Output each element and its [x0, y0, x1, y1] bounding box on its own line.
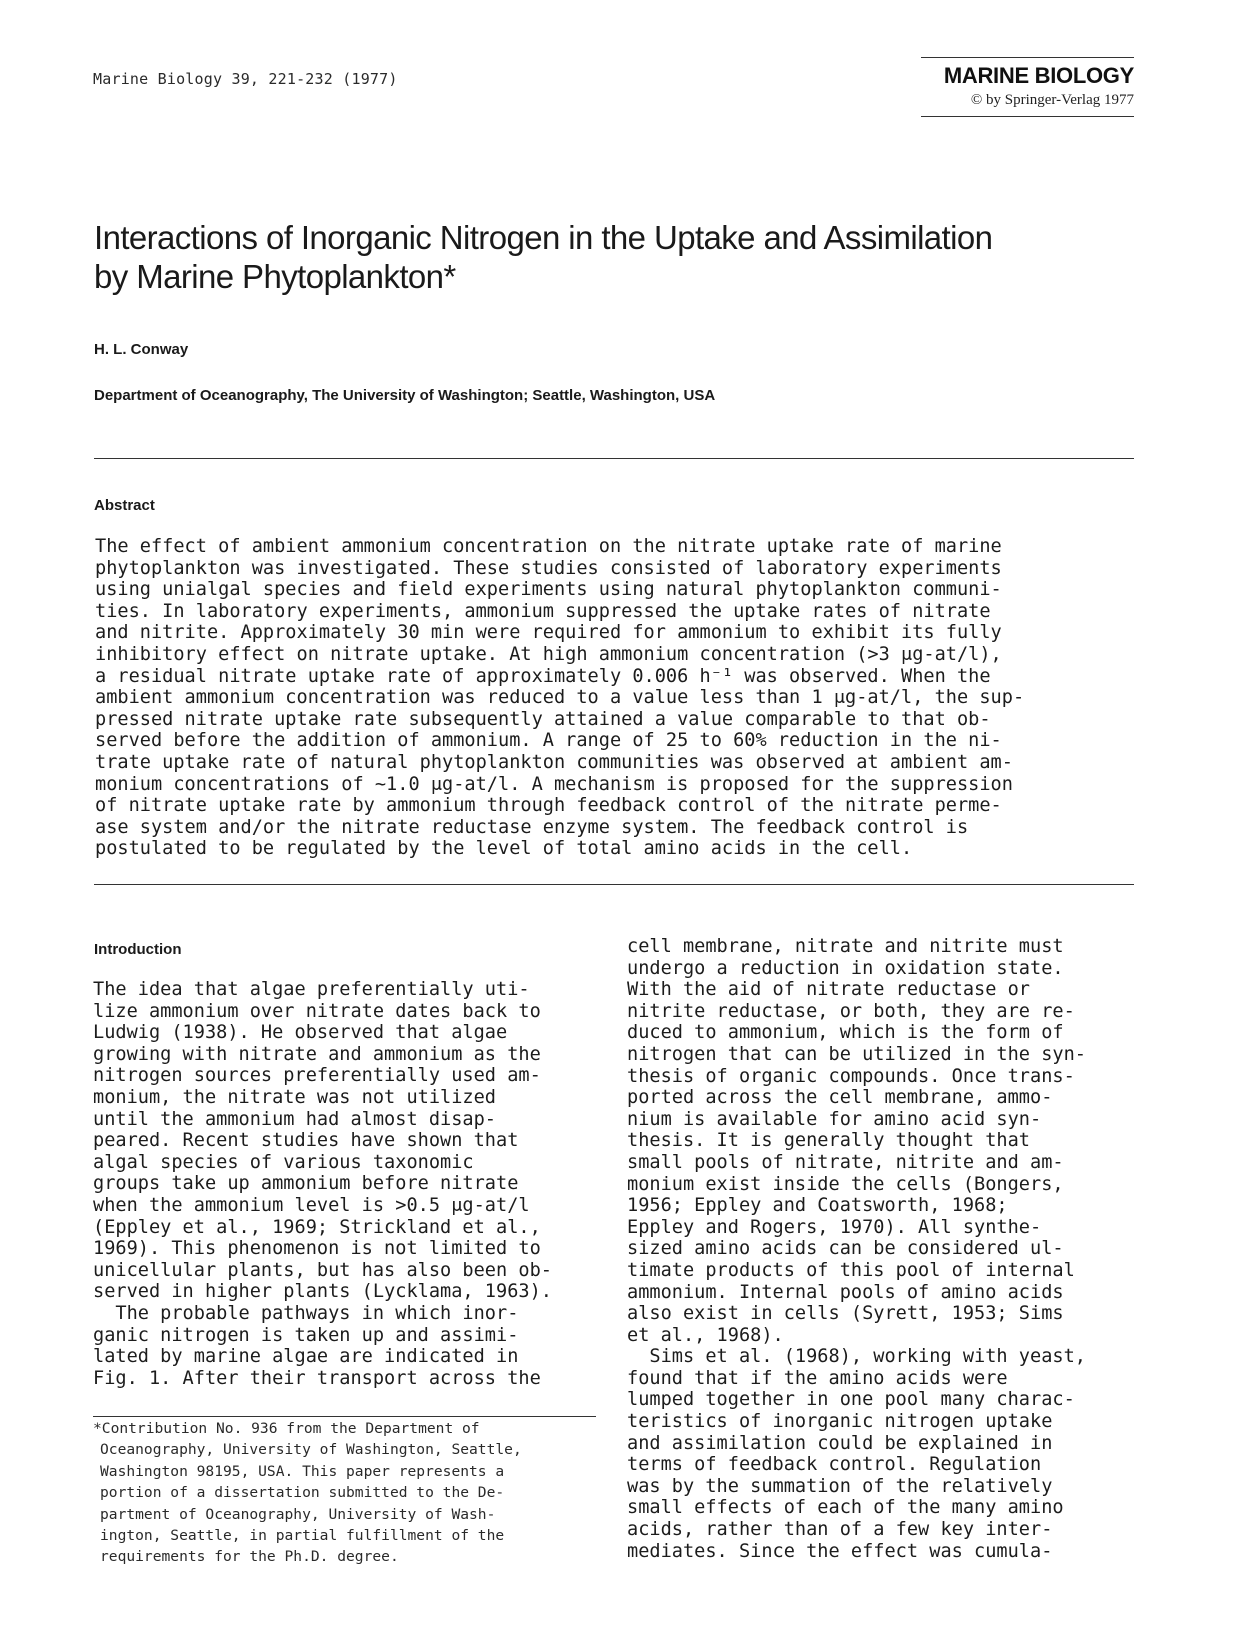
journal-name: MARINE BIOLOGY	[943, 63, 1134, 88]
abstract-heading: Abstract	[94, 497, 155, 514]
journal-copyright: © by Springer-Verlag 1977	[970, 92, 1134, 108]
footnote-line: *Contribution No. 936 from the Department of	[93, 1420, 480, 1437]
body-line: monium exist inside the cells (Bongers,	[627, 1173, 1064, 1195]
footnote-rule	[93, 1416, 596, 1417]
abstract-line: ties. In laboratory experiments, ammonium suppressed the uptake rates of nitrate	[95, 600, 991, 622]
body-line: small effects of each of the many amino	[627, 1497, 1064, 1519]
body-line: Eppley and Rogers, 1970). All synthe-	[627, 1216, 1042, 1238]
body-line: Fig. 1. After their transport across the	[93, 1367, 541, 1389]
body-line: cell membrane, nitrate and nitrite must	[627, 936, 1064, 957]
body-line: Sims et al. (1968), working with yeast,	[627, 1346, 1086, 1368]
body-line: sized amino acids can be considered ul-	[627, 1238, 1064, 1260]
journal-masthead	[921, 57, 1134, 117]
masthead-bottom-rule	[921, 116, 1134, 117]
footnote-line: Washington 98195, USA. This paper represents a	[100, 1462, 505, 1480]
body-line: nitrite reductase, or both, they are re-	[627, 1000, 1075, 1022]
footnote-line: requirements for the Ph.D. degree.	[100, 1548, 399, 1566]
title-line: by Marine Phytoplankton*	[94, 258, 456, 295]
body-line: small pools of nitrate, nitrite and am-	[627, 1151, 1064, 1173]
footnote-line: portion of a dissertation submitted to the De-	[100, 1484, 505, 1502]
body-line: With the aid of nitrate reductase or	[627, 979, 1030, 1001]
body-line: also exist in cells (Syrett, 1953; Sims	[627, 1303, 1064, 1325]
body-line: was by the summation of the relatively	[627, 1475, 1053, 1497]
footnote-line: partment of Oceanography, University of Wash-	[100, 1505, 496, 1523]
author-affiliation: Department of Oceanography, The University of Washington; Seattle, Washington, USA	[94, 387, 716, 404]
body-line: growing with nitrate and ammonium as the	[93, 1043, 541, 1065]
body-line: (Eppley et al., 1969; Strickland et al.,	[93, 1216, 541, 1238]
body-line: until the ammonium had almost disap-	[93, 1108, 496, 1130]
body-line: peared. Recent studies have shown that	[93, 1130, 519, 1152]
introduction-right-column	[627, 936, 1147, 1562]
body-line: nium is available for amino acid syn-	[627, 1108, 1042, 1130]
body-line: et al., 1968).	[627, 1324, 784, 1346]
body-line: groups take up ammonium before nitrate	[93, 1173, 519, 1195]
introduction-heading: Introduction	[94, 941, 182, 958]
body-line: monium, the nitrate was not utilized	[93, 1086, 496, 1108]
abstract-line: and nitrite. Approximately 30 min were required for ammonium to exhibit its fully	[95, 622, 1002, 644]
footnote-line: ington, Seattle, in partial fulfillment of the	[100, 1527, 505, 1545]
footnote-line: Oceanography, University of Washington, Seattle,	[100, 1441, 522, 1459]
body-line: algal species of various taxonomic	[93, 1151, 474, 1173]
body-line: mediates. Since the effect was cumula-	[627, 1540, 1053, 1562]
body-line: teristics of inorganic nitrogen uptake	[627, 1411, 1053, 1433]
body-line: 1956; Eppley and Coatsworth, 1968;	[627, 1195, 1008, 1217]
abstract-line: trate uptake rate of natural phytoplankton communities was observed at ambient am-	[95, 751, 1013, 773]
body-line: lize ammonium over nitrate dates back to	[93, 1000, 541, 1022]
body-line: acids, rather than of a few key inter-	[627, 1519, 1053, 1541]
abstract-line: inhibitory effect on nitrate uptake. At high ammonium concentration (>3 μg-at/l),	[95, 643, 1002, 665]
abstract-line: pressed nitrate uptake rate subsequently attained a value comparable to that ob-	[95, 708, 991, 730]
author-name: H. L. Conway	[94, 341, 189, 358]
abstract-line: served before the addition of ammonium. A range of 25 to 60% reduction in the ni-	[95, 730, 1002, 752]
abstract-line: using unialgal species and field experiments using natural phytoplankton communi-	[95, 579, 1002, 601]
abstract-line: a residual nitrate uptake rate of approximately 0.006 h⁻¹ was observed. When the	[95, 665, 991, 687]
body-line: lumped together in one pool many charac-	[627, 1389, 1075, 1411]
footnote	[93, 1418, 613, 1568]
body-line: nitrogen sources preferentially used am-	[93, 1065, 541, 1087]
abstract-line: The effect of ambient ammonium concentration on the nitrate uptake rate of marine	[95, 536, 1002, 557]
abstract-top-rule	[94, 458, 1134, 459]
body-line: served in higher plants (Lycklama, 1963).	[93, 1281, 552, 1303]
abstract-line: phytoplankton was investigated. These studies consisted of laboratory experiments	[95, 557, 1002, 579]
title-line: Interactions of Inorganic Nitrogen in the Uptake and Assimilation	[94, 219, 993, 256]
introduction-left-column	[93, 979, 613, 1389]
abstract-line: monium concentrations of ~1.0 μg-at/l. A mechanism is proposed for the suppression	[95, 773, 1013, 795]
body-line: Ludwig (1938). He observed that algae	[93, 1022, 508, 1044]
masthead-top-rule	[921, 57, 1134, 58]
paper-title	[94, 218, 1134, 296]
abstract-line: ambient ammonium concentration was reduced to a value less than 1 μg-at/l, the sup-	[95, 687, 1025, 709]
body-line: duced to ammonium, which is the form of	[627, 1022, 1064, 1044]
body-line: when the ammonium level is >0.5 μg-at/l	[93, 1194, 530, 1216]
body-line: thesis of organic compounds. Once trans-	[627, 1065, 1075, 1087]
body-line: ganic nitrogen is taken up and assimi-	[93, 1324, 519, 1346]
body-line: found that if the amino acids were	[627, 1367, 1008, 1389]
body-line: unicellular plants, but has also been ob-	[93, 1259, 552, 1281]
abstract-line: postulated to be regulated by the level of total amino acids in the cell.	[95, 838, 913, 860]
body-line: ammonium. Internal pools of amino acids	[627, 1281, 1064, 1303]
body-line: lated by marine algae are indicated in	[93, 1346, 519, 1368]
abstract-body	[95, 536, 1155, 860]
body-line: The idea that algae preferentially uti-	[93, 979, 530, 1000]
body-line: ported across the cell membrane, ammo-	[627, 1087, 1053, 1109]
body-line: The probable pathways in which inor-	[93, 1302, 519, 1324]
body-line: nitrogen that can be utilized in the syn-	[627, 1043, 1086, 1065]
journal-citation: Marine Biology 39, 221-232 (1977)	[93, 70, 398, 88]
abstract-bottom-rule	[94, 884, 1134, 885]
body-line: thesis. It is generally thought that	[627, 1130, 1030, 1152]
abstract-line: ase system and/or the nitrate reductase enzyme system. The feedback control is	[95, 816, 969, 838]
body-line: and assimilation could be explained in	[627, 1432, 1053, 1454]
body-line: 1969). This phenomenon is not limited to	[93, 1238, 541, 1260]
body-line: timate products of this pool of internal	[627, 1259, 1075, 1281]
abstract-line: of nitrate uptake rate by ammonium through feedback control of the nitrate perme-	[95, 795, 1002, 817]
body-line: terms of feedback control. Regulation	[627, 1454, 1042, 1476]
body-line: undergo a reduction in oxidation state.	[627, 957, 1064, 979]
